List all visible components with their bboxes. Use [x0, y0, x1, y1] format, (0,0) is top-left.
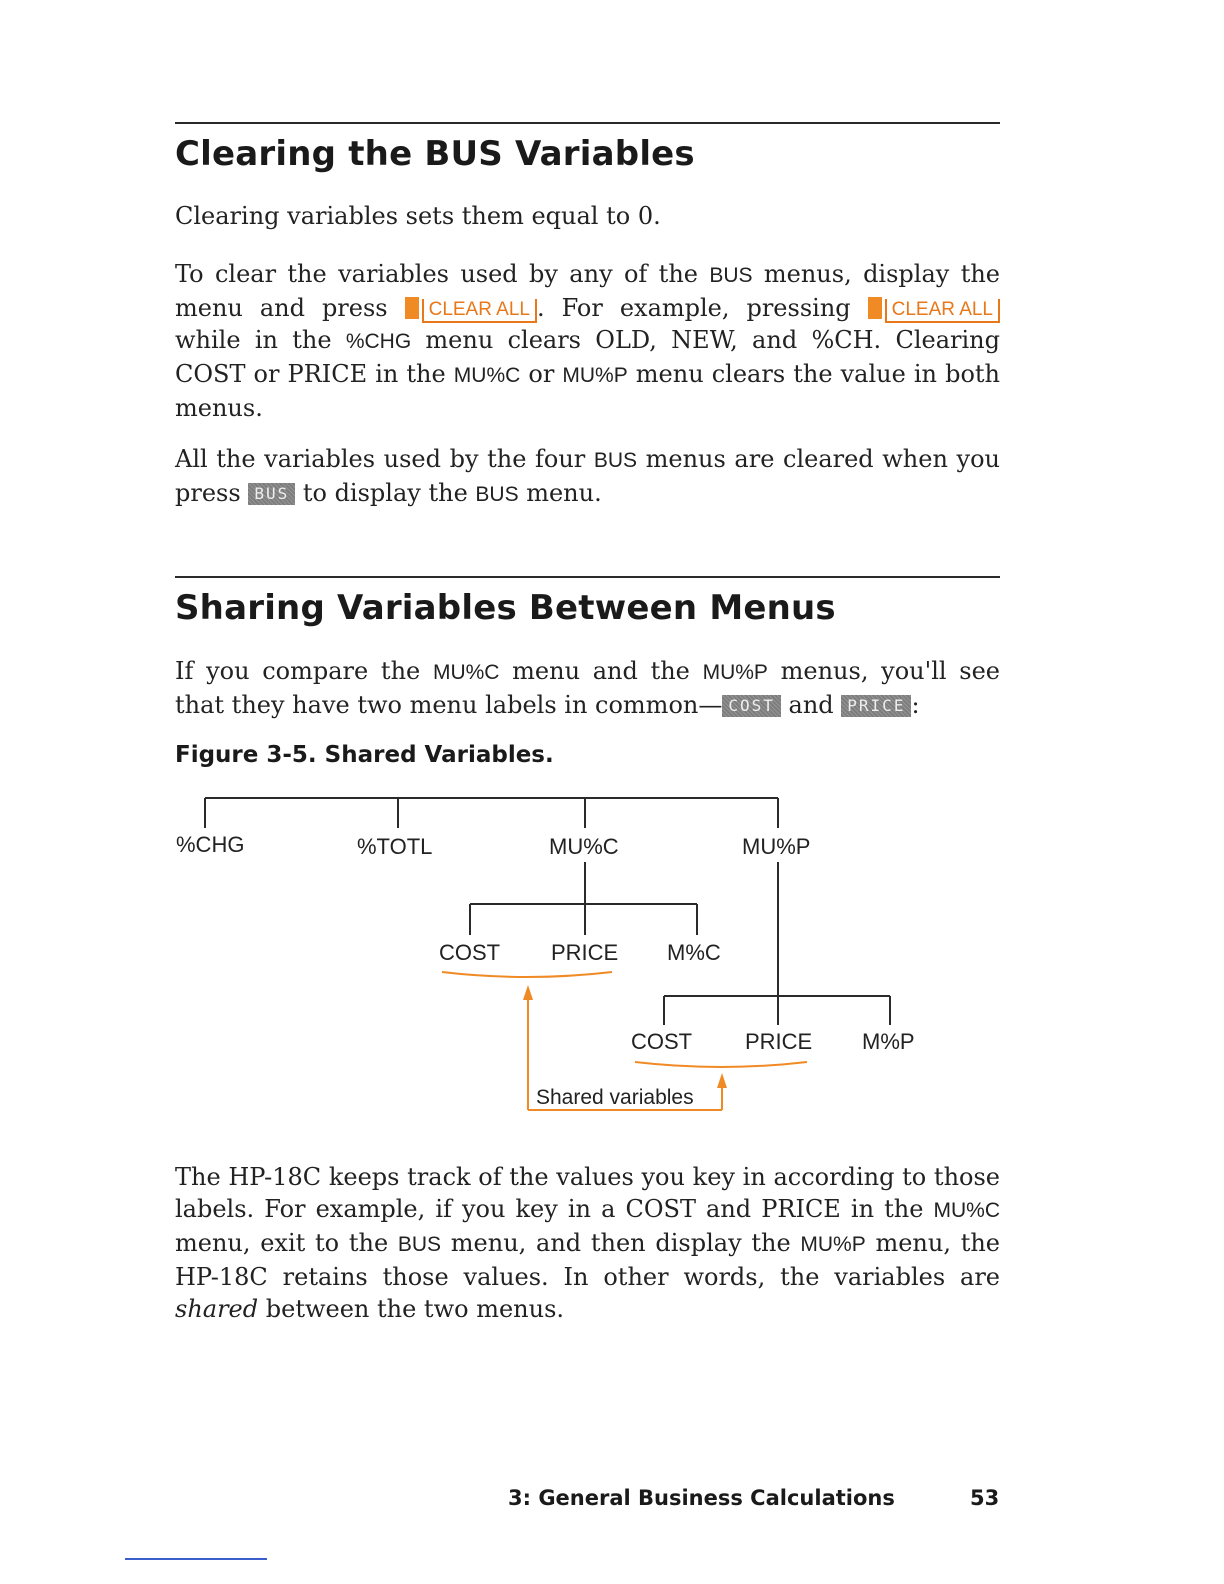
- menu-name-mup: MU%P: [562, 364, 628, 387]
- text: If you compare the: [175, 657, 433, 685]
- menu-name-bus: BUS: [397, 1233, 442, 1256]
- text: menus, display the menu and press: [175, 260, 1000, 322]
- paragraph-clearing-intro: Clearing variables sets them equal to 0.: [175, 202, 661, 230]
- text: menu clears OLD, NEW, and %CH. Clearing COST or PRICE in the: [175, 326, 1000, 388]
- shared-variables-label: Shared variables: [536, 1086, 694, 1109]
- diagram-label-price: PRICE: [745, 1029, 813, 1054]
- cost-menu-key: COST: [722, 695, 781, 717]
- diagram-label-mc: M%C: [667, 940, 721, 965]
- arrow-up-icon: [717, 1073, 727, 1088]
- menu-name-bus: BUS: [709, 264, 753, 287]
- shared-brace-mup: [635, 1062, 807, 1067]
- paragraph-shared-explanation: [175, 1161, 1000, 1325]
- menu-labels: [176, 832, 915, 1054]
- text: menus, you'll see that they have two menu labels in common—: [175, 657, 1001, 719]
- menu-name-chg: %CHG: [345, 330, 412, 353]
- text: while in the: [175, 326, 346, 354]
- shared-brace-muc: [442, 972, 612, 977]
- text: to display the: [295, 479, 476, 507]
- diagram-label-cost: COST: [439, 940, 501, 965]
- text: and: [780, 691, 842, 719]
- diagram-label-muc: MU%C: [549, 834, 619, 859]
- diagram-label-chg: %CHG: [176, 832, 245, 857]
- figure-caption: Figure 3-5. Shared Variables.: [175, 742, 554, 768]
- scan-artifact-line: [125, 1558, 267, 1560]
- menu-name-bus: BUS: [475, 483, 519, 506]
- text: or: [520, 360, 563, 388]
- menu-name-mup: MU%P: [702, 661, 768, 684]
- menu-name-muc: MU%C: [432, 661, 500, 684]
- text: All the variables used by the four: [175, 445, 594, 473]
- footer-chapter-title: 3: General Business Calculations: [508, 1486, 895, 1510]
- menu-name-muc: MU%C: [453, 364, 521, 387]
- diagram-label-price: PRICE: [551, 940, 619, 965]
- text: menu clears the value in both menus.: [175, 360, 1001, 422]
- menu-name-muc: MU%C: [933, 1199, 1000, 1222]
- bus-menu-key: BUS: [248, 483, 295, 505]
- menu-name-bus: BUS: [593, 449, 638, 472]
- text: menu, the HP-18C retains those values. In other words, the variables are: [175, 1229, 1000, 1291]
- text: menu.: [518, 479, 602, 507]
- text: To clear the variables used by any of the: [175, 260, 710, 288]
- text: . For example, pressing: [537, 294, 868, 322]
- section-heading-clearing: Clearing the BUS Variables: [175, 134, 695, 174]
- arrow-up-icon: [523, 985, 533, 1000]
- text: menus are cleared when you press: [175, 445, 1000, 507]
- clear-all-key: CLEAR ALL: [885, 299, 1000, 323]
- section-heading-sharing: Sharing Variables Between Menus: [175, 588, 836, 628]
- diagram-label-mp: M%P: [862, 1029, 915, 1054]
- diagram-label-cost: COST: [631, 1029, 693, 1054]
- clear-all-key: CLEAR ALL: [422, 299, 537, 323]
- text: menu, and then display the: [441, 1229, 801, 1257]
- emphasis-shared: shared: [175, 1295, 259, 1323]
- footer-page-number: 53: [970, 1486, 1000, 1510]
- diagram-label-totl: %TOTL: [357, 834, 433, 859]
- menu-name-mup: MU%P: [800, 1233, 866, 1256]
- price-menu-key: PRICE: [841, 695, 911, 717]
- text: between the two menus.: [258, 1295, 565, 1323]
- diagram-label-mup: MU%P: [742, 834, 811, 859]
- text: :: [911, 691, 920, 719]
- text: menu, exit to the: [175, 1229, 398, 1257]
- text: menu and the: [499, 657, 703, 685]
- text: The HP-18C keeps track of the values you key in according to those labels. For example, if you key in a COST and PRICE in the: [175, 1163, 1000, 1223]
- tree-lines: [205, 798, 890, 1025]
